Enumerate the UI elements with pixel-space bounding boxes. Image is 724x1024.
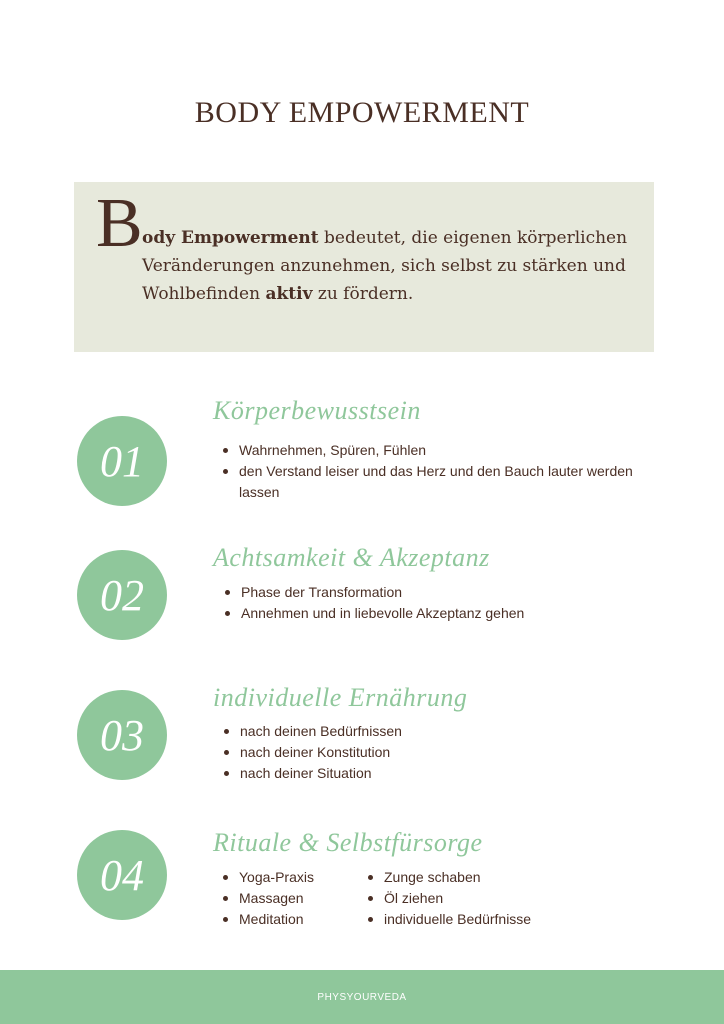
intro-text-part2: zu fördern.	[312, 284, 414, 304]
intro-text	[142, 224, 642, 308]
section-title-ernaehrung: individuelle Ernährung	[213, 683, 468, 712]
section-bullets-03	[222, 721, 642, 784]
section-bullets-01	[221, 440, 651, 503]
section-number-circle-02: 02	[77, 550, 167, 640]
section-number-circle-04: 04	[77, 830, 167, 920]
footer-brand: PHYSYOURVEDA	[317, 991, 407, 1003]
intro-dropcap: B	[96, 185, 143, 262]
list-item: individuelle Bedürfnisse	[366, 909, 586, 930]
list-item: Meditation	[221, 909, 361, 930]
list-item: nach deinen Bedürfnissen	[222, 721, 642, 742]
intro-bold-word: aktiv	[265, 284, 313, 304]
intro-bold-lead: ody Empowerment	[142, 228, 319, 248]
list-item: den Verstand leiser und das Herz und den Bauch lauter werden lassen	[221, 461, 651, 503]
section-number-circle-03: 03	[77, 690, 167, 780]
list-item: Zunge schaben	[366, 867, 586, 888]
section-bullets-02	[223, 582, 643, 624]
list-item: Öl ziehen	[366, 888, 586, 909]
list-item: Yoga-Praxis	[221, 867, 361, 888]
section-title-achtsamkeit: Achtsamkeit & Akzeptanz	[213, 543, 490, 572]
intro-text-part1: bedeutet, die eigenen körperlichen Veränderungen anzunehmen, sich selbst zu stärken und Wohlbefinden	[142, 228, 628, 304]
section-title-koerperbewusstsein: Körperbewusstsein	[213, 396, 421, 425]
footer-bar	[0, 970, 724, 1024]
list-item: Massagen	[221, 888, 361, 909]
section-bullets-04-left	[221, 867, 361, 930]
page-title: BODY EMPOWERMENT	[194, 96, 530, 129]
list-item: Phase der Transformation	[223, 582, 643, 603]
section-number-circle-01: 01	[77, 416, 167, 506]
list-item: Annehmen und in liebevolle Akzeptanz gehen	[223, 603, 643, 624]
list-item: nach deiner Konstitution	[222, 742, 642, 763]
section-title-rituale: Rituale & Selbstfürsorge	[213, 828, 483, 857]
list-item: nach deiner Situation	[222, 763, 642, 784]
list-item: Wahrnehmen, Spüren, Fühlen	[221, 440, 651, 461]
section-bullets-04-right	[366, 867, 586, 930]
